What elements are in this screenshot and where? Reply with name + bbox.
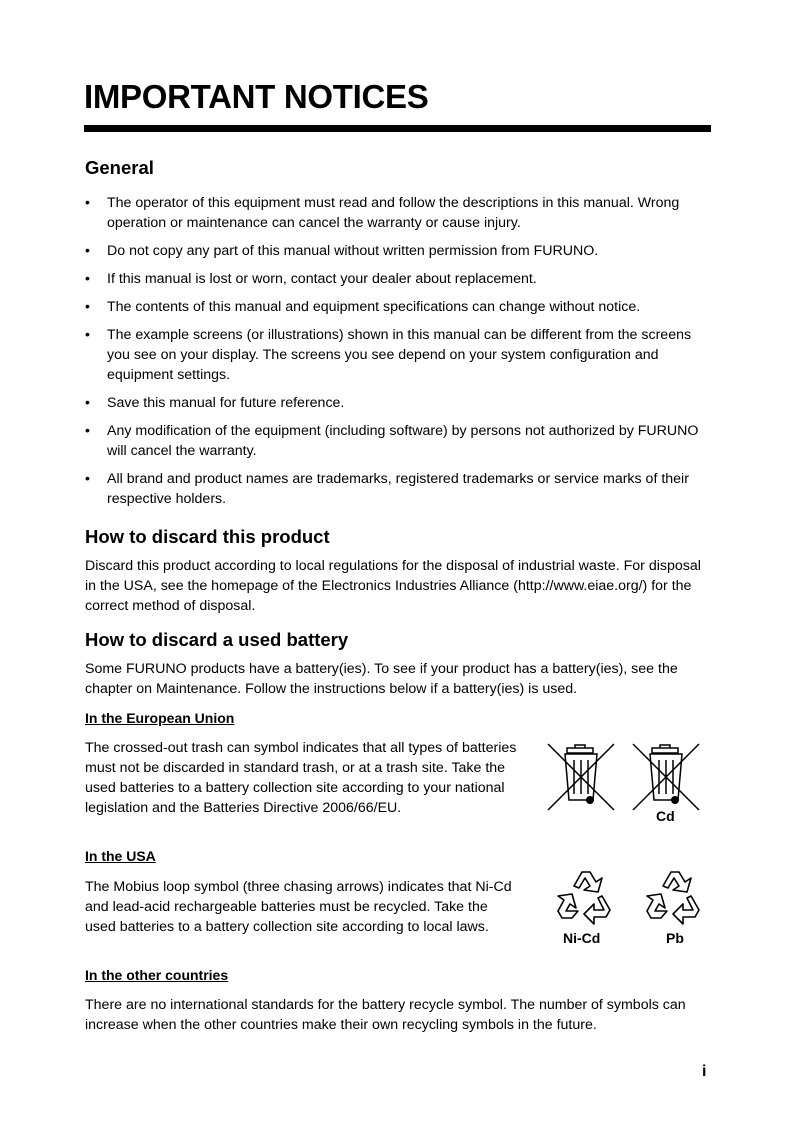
crossed-out-trash-can-icon [546,742,616,814]
usa-heading: In the USA [85,848,156,864]
bullet-dot-icon: • [85,243,90,259]
bullet-dot-icon: • [85,471,90,487]
bullet-item: • Any modification of the equipment (including software) by persons not authorized by FURUNO will cancel the warranty. [85,423,699,459]
page-number: i [702,1063,707,1080]
discard-battery-text: Some FURUNO products have a battery(ies). To see if your product has a battery(ies), see the chapter on Maintenance. Follow the instructions below if a battery(ies) is used. [85,661,678,697]
page-title: IMPORTANT NOTICES [84,78,429,115]
eu-heading: In the European Union [85,710,235,726]
mobius-loop-recycle-icon [552,862,618,926]
mobius-loop-recycle-icon [641,862,707,926]
discard-product-heading: How to discard this product [85,526,330,547]
bullet-item: • Save this manual for future reference. [85,395,345,411]
bullet-dot-icon: • [85,423,90,439]
bullet-dot-icon: • [85,299,90,315]
bullet-item: • If this manual is lost or worn, contact your dealer about replacement. [85,271,537,287]
ni-cd-symbol-label: Ni-Cd [563,930,601,946]
usa-text: The Mobius loop symbol (three chasing arrows) indicates that Ni-Cd and lead-acid rechargeable batteries must be recycled. Take the used batteries to a battery collection site according to local laws. [85,879,512,935]
discard-battery-heading: How to discard a used battery [85,629,349,650]
discard-product-text: Discard this product according to local regulations for the disposal of industrial waste. For disposal in the USA, see the homepage of the Electronics Industries Alliance (http://www.eiae.org/) for the correct method of disposal. [85,558,701,614]
bullet-item: • The example screens (or illustrations) shown in this manual can be different from the screens you see on your display. The screens you see depend on your system configuration and equipment settings. [85,327,692,383]
bullet-item: • Do not copy any part of this manual without written permission from FURUNO. [85,243,599,259]
general-heading: General [85,157,154,178]
bullet-dot-icon: • [85,195,90,211]
cd-symbol-label: Cd [656,808,675,824]
bullet-dot-icon: • [85,395,90,411]
general-bullet-list [85,193,715,517]
bullet-dot-icon: • [85,327,90,343]
pb-symbol-label: Pb [666,930,684,946]
title-rule [84,125,711,132]
bullet-item: • The contents of this manual and equipment specifications can change without notice. [85,299,641,315]
other-countries-text: There are no international standards for the battery recycle symbol. The number of symbols can increase when the other countries make their own recycling symbols in the future. [85,997,686,1033]
bullet-dot-icon: • [85,271,90,287]
crossed-out-trash-can-icon [631,742,701,814]
bullet-item: • All brand and product names are trademarks, registered trademarks or service marks of their respective holders. [85,471,689,507]
other-countries-heading: In the other countries [85,967,229,983]
bullet-item: • The operator of this equipment must read and follow the descriptions in this manual. Wrong operation or maintenance can cancel the warranty or cause injury. [85,195,680,231]
eu-text: The crossed-out trash can symbol indicates that all types of batteries must not be discarded in standard trash, or at a trash site. Take the used batteries to a battery collection site according to your national legislation and the Batteries Directive 2006/66/EU. [85,740,517,816]
